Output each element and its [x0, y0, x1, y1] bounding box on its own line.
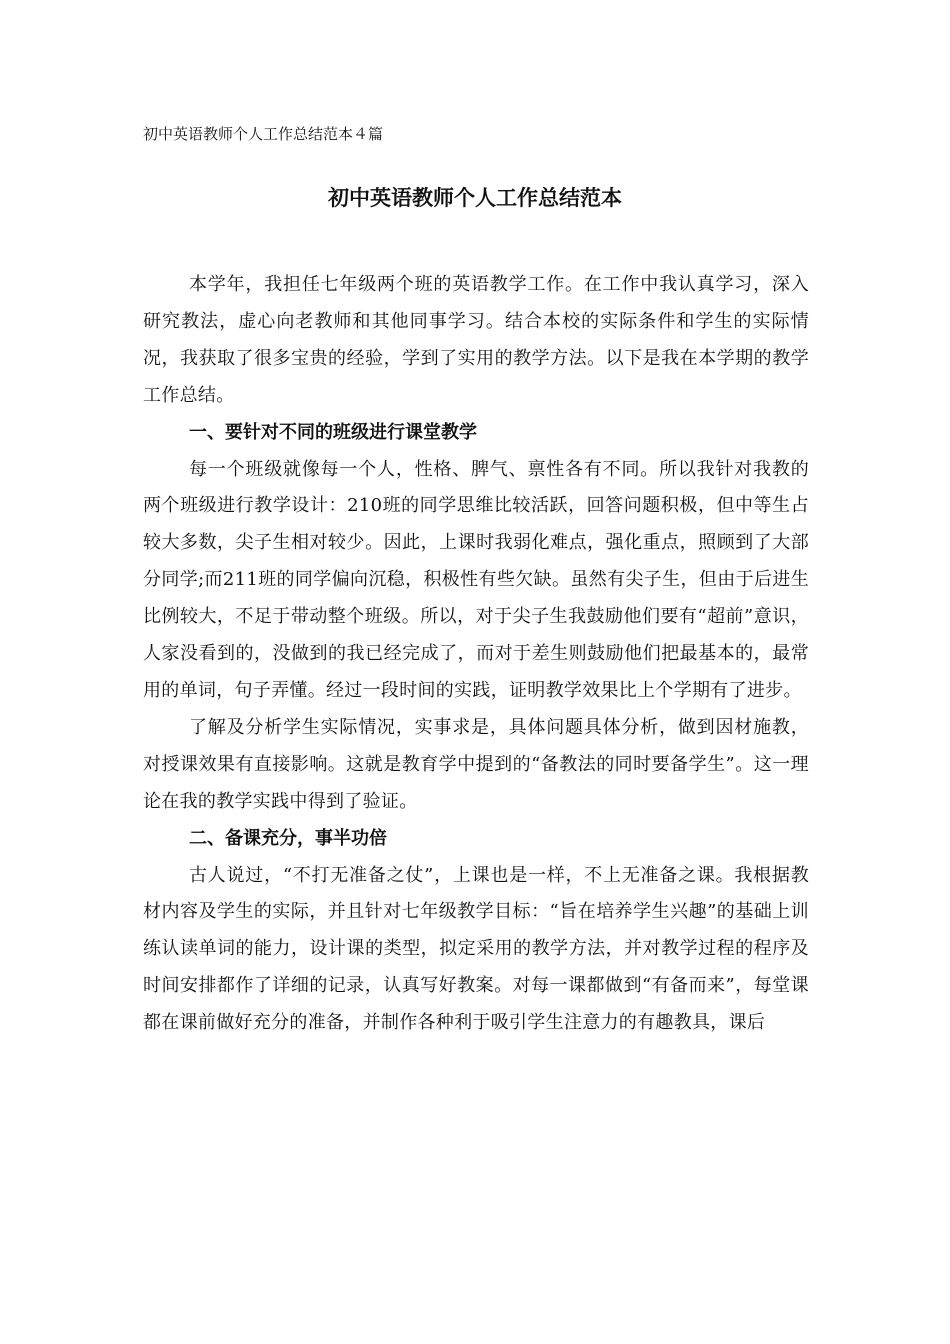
document-body — [143, 267, 809, 1042]
intro-paragraph: 本学年，我担任七年级两个班的英语教学工作。在工作中我认真学习，深入研究教法，虚心向老教师和其他同事学习。结合本校的实际条件和学生的实际情况，我获取了很多宝贵的经验，学到了实用的教学方法。以下是我在本学期的教学工作总结。 — [143, 274, 809, 406]
section-heading-2: 二、备课充分，事半功倍 — [189, 827, 387, 849]
document-header: 初中英语教师个人工作总结范本４篇 — [143, 125, 384, 143]
document-title: 初中英语教师个人工作总结范本 — [328, 186, 622, 210]
section-1-paragraph-2: 了解及分析学生实际情况，实事求是，具体问题具体分析，做到因材施教，对授课效果有直接影响。这就是教育学中提到的“备教法的同时要备学生”。这一理论在我的教学实践中得到了验证。 — [143, 716, 809, 812]
section-heading-1: 一、要针对不同的班级进行课堂教学 — [189, 421, 477, 443]
section-2-paragraph-1: 古人说过，“不打无准备之仗”，上课也是一样，不上无准备之课。我根据教材内容及学生的实际，并且针对七年级教学目标：“旨在培养学生兴趣”的基础上训练认读单词的能力，设计课的类型，拟定采用的教学方法，并对教学过程的程序及时间安排都作了详细的记录，认真写好教案。对每一课都做到“有备而来”，每堂课都在课前做好充分的准备，并制作各种利于吸引学生注意力的有趣教具，课后 — [143, 864, 809, 1034]
section-1-paragraph-1: 每一个班级就像每一个人，性格、脾气、禀性各有不同。所以我针对我教的两个班级进行教学设计：210班的同学思维比较活跃，回答问题积极，但中等生占较大多数，尖子生相对较少。因此，上课时我弱化难点，强化重点，照顾到了大部分同学;而211班的同学偏向沉稳，积极性有些欠缺。虽然有尖子生，但由于后进生比例较大，不足于带动整个班级。所以，对于尖子生我鼓励他们要有“超前”意识，人家没看到的，没做到的我已经完成了，而对于差生则鼓励他们把最基本的，最常用的单词，句子弄懂。经过一段时间的实践，证明教学效果比上个学期有了进步。 — [143, 458, 809, 701]
